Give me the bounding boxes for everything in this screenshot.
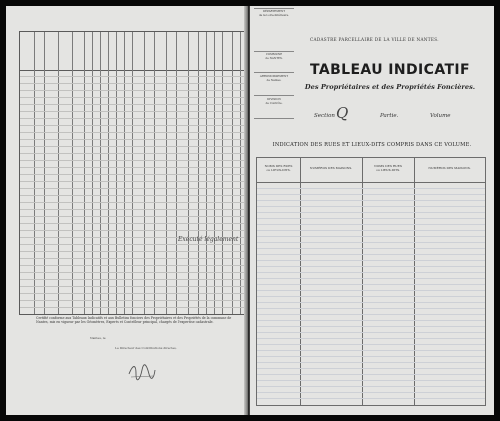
ledger-table — [19, 31, 250, 315]
ledger-row-line — [20, 195, 249, 196]
ledger-row-line — [20, 76, 249, 77]
ledger-row-line — [20, 300, 249, 301]
streets-table — [256, 157, 486, 406]
col-header-text: ou LIEUX-DITS. — [375, 168, 401, 172]
ledger-row-line — [20, 202, 249, 203]
handwritten-note: Exécuté légalement — [178, 236, 239, 243]
ledger-row-line — [20, 265, 249, 266]
departement-name: de la Loire-Inférieure. — [258, 12, 290, 17]
ruled-line — [257, 296, 485, 297]
ledger-row-line — [20, 258, 249, 259]
certificate-line-1: Certifié conforme aux Tableaux Indicatifs et aux Bulletins fonciers des Propriétaires et des Propriétés de la commune de — [36, 316, 232, 320]
side-arrondissement — [254, 75, 294, 82]
ruled-line — [257, 308, 485, 309]
ruled-line — [257, 284, 485, 285]
ruled-line — [257, 206, 485, 207]
ledger-row-line — [20, 118, 249, 119]
col-header-text: ou LIEUX-DITS. — [266, 168, 291, 172]
ruled-line — [257, 356, 485, 357]
side-rule — [254, 72, 294, 73]
ruled-line — [257, 188, 485, 189]
side-rule — [254, 95, 294, 96]
ruled-line — [257, 266, 485, 267]
col-header-rues-2 — [362, 158, 414, 183]
ledger-row-line — [20, 188, 249, 189]
ruled-line — [257, 326, 485, 327]
ruled-line — [257, 368, 485, 369]
certificate-place: Nantes, le — [90, 336, 106, 340]
main-title: TABLEAU INDICATIF — [309, 62, 470, 78]
partie-label: Partie. — [380, 113, 399, 119]
side-division — [254, 98, 294, 105]
ledger-row-line — [20, 111, 249, 112]
ruled-line — [257, 320, 485, 321]
commune-label: COMMUNE — [265, 52, 283, 56]
volume-label: Volume — [430, 113, 451, 119]
side-commune — [254, 53, 294, 60]
arrondissement-name: de Nantes. — [266, 77, 282, 82]
ledger-row-line — [20, 181, 249, 182]
ledger-row-line — [20, 209, 249, 210]
certificate-block — [36, 316, 241, 325]
ledger-row-line — [20, 174, 249, 175]
ruled-line — [257, 200, 485, 201]
side-rule — [254, 118, 294, 119]
arrondissement-label: ARRONDISSEMENT — [259, 74, 289, 78]
ruled-line — [257, 236, 485, 237]
ruled-line — [257, 242, 485, 243]
ledger-row-line — [20, 146, 249, 147]
departement-label: DÉPARTEMENT — [262, 9, 286, 13]
ledger-row-line — [20, 153, 249, 154]
ruled-line — [257, 344, 485, 345]
ruled-line — [257, 398, 485, 399]
ledger-row-line — [20, 125, 249, 126]
ruled-line — [257, 218, 485, 219]
certificate-line-2: Nantes, mis en vigueur par les Géomètres, Experts et Contrôleur principal, chargés de l'expertise cadastrale. — [36, 320, 214, 325]
ruled-line — [257, 332, 485, 333]
ruled-line — [257, 224, 485, 225]
ruled-line — [257, 386, 485, 387]
ruled-line — [257, 392, 485, 393]
ledger-row-line — [20, 293, 249, 294]
ledger-row-line — [20, 132, 249, 133]
ruled-line — [257, 230, 485, 231]
ruled-line — [257, 338, 485, 339]
ledger-row-line — [20, 216, 249, 217]
col-header-rues-1 — [257, 158, 300, 183]
ruled-line — [257, 248, 485, 249]
col-header-text: NOMS DES RUES — [374, 164, 402, 168]
ledger-row-line — [20, 223, 249, 224]
ruled-line — [257, 374, 485, 375]
signature — [127, 360, 157, 382]
col-header-numeros-2 — [414, 158, 485, 183]
certificate-director: Le Directeur des Contributions directes, — [115, 346, 177, 350]
ledger-row-line — [20, 97, 249, 98]
ruled-line — [257, 290, 485, 291]
ruled-line — [257, 380, 485, 381]
ledger-row-line — [20, 230, 249, 231]
ledger-row-line — [20, 286, 249, 287]
cadastre-title: CADASTRE PARCELLAIRE DE LA VILLE DE NANTES. — [310, 37, 439, 42]
ledger-row-line — [20, 83, 249, 84]
col-header-text: NOMS DES RUES — [264, 164, 293, 168]
ruled-line — [257, 194, 485, 195]
ledger-row-line — [20, 272, 249, 273]
ruled-line — [257, 254, 485, 255]
ledger-row-line — [20, 160, 249, 161]
col-header-text: NUMÉROS DES MAISONS. — [309, 166, 353, 170]
indication-heading: INDICATION DES RUES ET LIEUX-DITS COMPRIS DANS CE VOLUME. — [272, 142, 472, 148]
side-departement — [254, 10, 294, 17]
division-label: DIVISION — [267, 97, 281, 101]
ledger-row-line — [20, 251, 249, 252]
ruled-line — [257, 350, 485, 351]
ruled-line — [257, 362, 485, 363]
commune-name: de NANTES. — [265, 55, 283, 60]
ruled-line — [257, 212, 485, 213]
section-label: Section — [314, 113, 335, 119]
ruled-line — [257, 278, 485, 279]
division-name: de Contrôle. — [265, 100, 283, 105]
ruled-line — [257, 260, 485, 261]
ledger-row-line — [20, 279, 249, 280]
section-value: Q — [336, 104, 349, 122]
ledger-row-line — [20, 244, 249, 245]
ruled-line — [257, 302, 485, 303]
ledger-row-line — [20, 139, 249, 140]
ledger-row-line — [20, 104, 249, 105]
ruled-line — [257, 314, 485, 315]
ledger-row-line — [20, 307, 249, 308]
ledger-row-line — [20, 167, 249, 168]
ruled-line — [257, 272, 485, 273]
sub-title: Des Propriétaires et des Propriétés Foncières. — [304, 83, 476, 91]
col-header-numeros-1 — [300, 158, 362, 183]
col-header-text: NUMÉROS DES MAISONS. — [428, 166, 471, 170]
ledger-row-line — [20, 90, 249, 91]
